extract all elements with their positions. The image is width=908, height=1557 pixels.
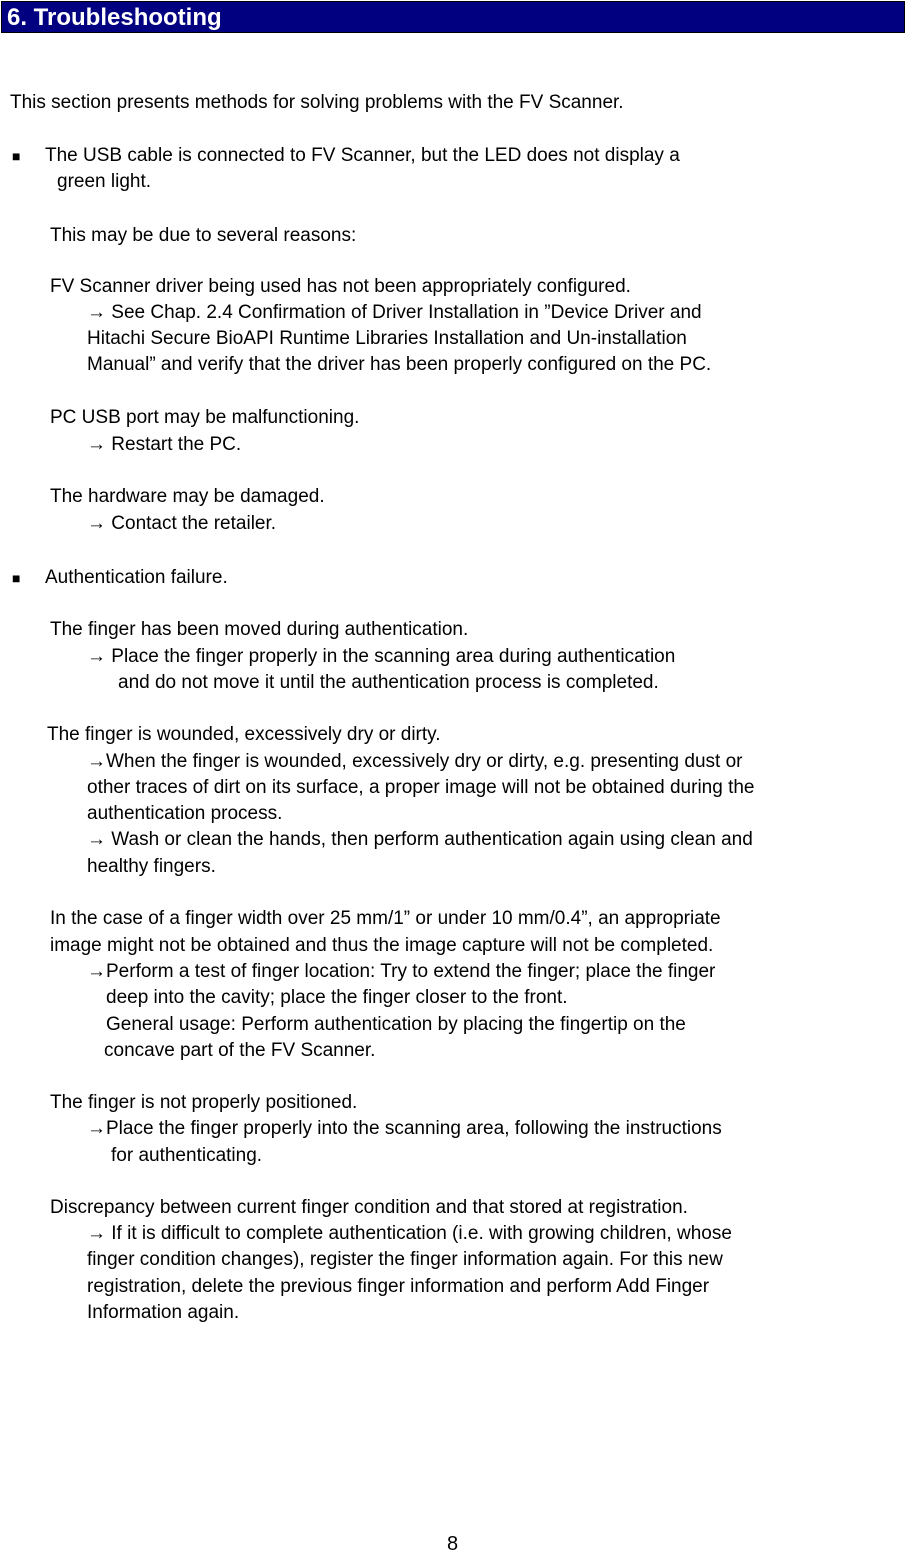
cause-text: The finger is wounded, excessively dry or dirty. — [47, 724, 441, 745]
issue-heading: green light. — [57, 171, 152, 192]
fix-text: → Wash or clean the hands, then perform authentication again using clean and — [87, 829, 753, 850]
cause-text: In the case of a finger width over 25 mm/1” or under 10 mm/0.4”, an appropriate — [50, 908, 721, 929]
bullet-icon: ■ — [12, 148, 21, 164]
cause-text: PC USB port may be malfunctioning. — [50, 407, 360, 428]
fix-text: other traces of dirt on its surface, a proper image will not be obtained during the — [87, 777, 755, 798]
reasons-intro: This may be due to several reasons: — [50, 225, 357, 246]
section-header-bar — [1, 1, 905, 33]
cause-text: Discrepancy between current finger condition and that stored at registration. — [50, 1197, 688, 1218]
fix-text: →When the finger is wounded, excessively dry or dirty, e.g. presenting dust or — [87, 751, 743, 772]
fix-text: → If it is difficult to complete authentication (i.e. with growing children, whose — [87, 1223, 732, 1244]
fix-text: → Place the finger properly in the scanning area during authentication — [87, 646, 676, 667]
fix-text: → See Chap. 2.4 Confirmation of Driver Installation in ”Device Driver and — [87, 302, 702, 323]
fix-text: deep into the cavity; place the finger closer to the front. — [106, 987, 568, 1008]
fix-text: Information again. — [87, 1302, 240, 1323]
fix-text: Hitachi Secure BioAPI Runtime Libraries Installation and Un-installation — [87, 328, 687, 349]
issue-heading: The USB cable is connected to FV Scanner, but the LED does not display a — [45, 145, 680, 166]
fix-text: → Contact the retailer. — [87, 513, 277, 534]
fix-text: for authenticating. — [111, 1145, 263, 1166]
fix-text: → Restart the PC. — [87, 434, 242, 455]
issue-heading: Authentication failure. — [45, 567, 228, 588]
fix-text: finger condition changes), register the finger information again. For this new — [87, 1249, 723, 1270]
cause-text: image might not be obtained and thus the image capture will not be completed. — [50, 935, 714, 956]
fix-text: and do not move it until the authentication process is completed. — [118, 672, 659, 693]
page-number: 8 — [447, 1533, 459, 1555]
section-title: 6. Troubleshooting — [7, 4, 222, 31]
fix-text: Manual” and verify that the driver has been properly configured on the PC. — [87, 354, 712, 375]
fix-text: healthy fingers. — [87, 856, 216, 877]
cause-text: The hardware may be damaged. — [50, 486, 325, 507]
fix-text: →Perform a test of finger location: Try to extend the finger; place the finger — [87, 961, 716, 982]
fix-text: authentication process. — [87, 803, 283, 824]
cause-text: FV Scanner driver being used has not been appropriately configured. — [50, 276, 631, 297]
fix-text: registration, delete the previous finger information and perform Add Finger — [87, 1276, 710, 1297]
intro-text: This section presents methods for solving problems with the FV Scanner. — [10, 92, 624, 113]
bullet-icon: ■ — [12, 570, 21, 586]
cause-text: The finger is not properly positioned. — [50, 1092, 358, 1113]
fix-text: General usage: Perform authentication by placing the fingertip on the — [106, 1014, 686, 1035]
fix-text: →Place the finger properly into the scanning area, following the instructions — [87, 1118, 722, 1139]
fix-text: concave part of the FV Scanner. — [104, 1040, 376, 1061]
cause-text: The finger has been moved during authentication. — [50, 619, 469, 640]
